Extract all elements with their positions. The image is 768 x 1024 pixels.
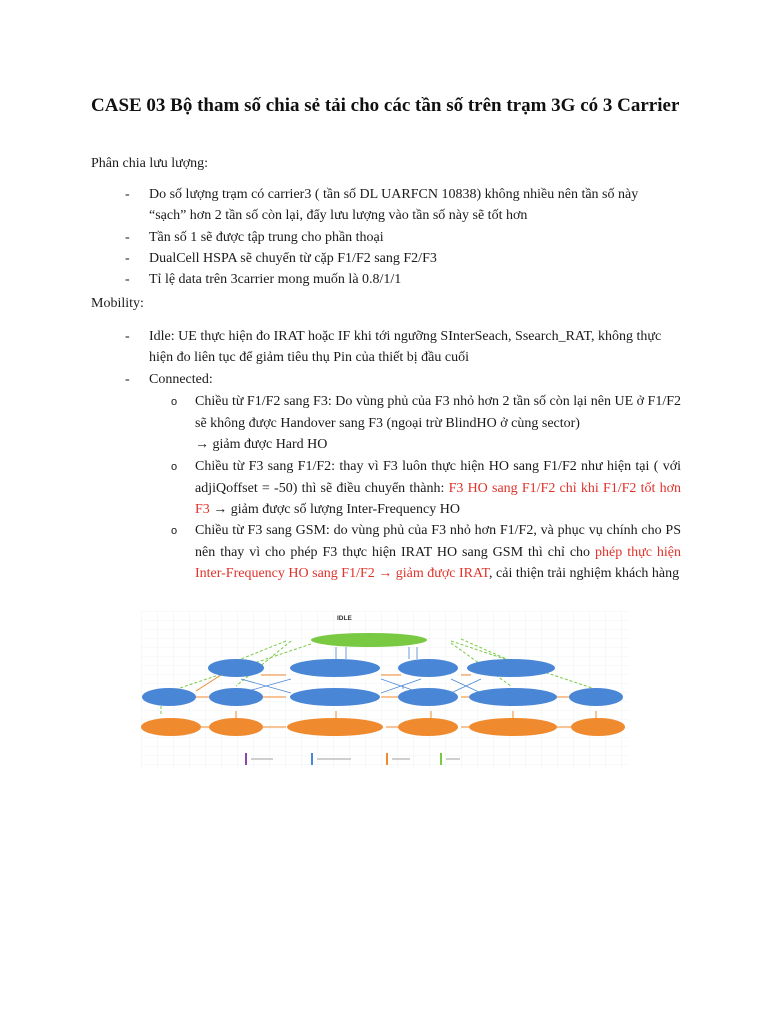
traffic-item-text: Tần số 1 sẽ được tập trung cho phần thoại [149,230,384,245]
bullet-o: o [171,461,178,473]
wcdma-node [208,659,264,677]
mobility-connected-text: Connected: [149,372,213,387]
gsm-node [571,718,625,736]
wcdma-node [142,688,196,706]
legend-text-placeholder [446,758,460,760]
bullet-dash: - [125,251,130,266]
mobility-idle-text: Idle: UE thực hiện đo IRAT hoặc IF khi tới ngưỡng SInterSeach, Ssearch_RAT, không thực hiện đo liên tục để giảm tiêu thụ Pin của thiết bị đầu cuối [149,329,662,365]
wcdma-node [469,688,557,706]
wcdma-node [467,659,555,677]
mobility-heading: Mobility: [91,296,144,311]
arrow-icon: → [378,566,393,581]
gsm-node [209,718,263,736]
idle-node [311,633,427,647]
arrow-icon: → [195,437,209,452]
sub3-tail: , cải thiện trải nghiệm khách hàng [489,566,680,581]
gsm-node [287,718,383,736]
bullet-dash: - [125,230,130,245]
bullet-dash: - [125,372,130,387]
traffic-item-text: DualCell HSPA sẽ chuyển từ cặp F1/F2 sang F2/F3 [149,251,437,266]
legend-swatch-purple [245,753,247,765]
bullet-o: o [171,525,178,537]
bullet-dash: - [125,272,130,287]
legend-swatch-green [440,753,442,765]
legend-swatch-blue [311,753,313,765]
idle-mobility-diagram [141,611,629,769]
diagram-label: IDLE [337,615,352,622]
sub1-text: Chiều từ F1/F2 sang F3: Do vùng phủ của F3 nhỏ hơn 2 tần số còn lại nên UE ở F1/F2 sẽ không được Handover sang F3 (ngoại trừ BlindHO ở cùng sector) [195,394,681,431]
bullet-dash: - [125,329,130,344]
wcdma-node [569,688,623,706]
sub2-highlight: F3 HO sang F1/F2 chỉ khi F1/F2 tốt hơn F3 [195,480,681,517]
wcdma-node [398,688,458,706]
legend-swatch-orange [386,753,388,765]
traffic-item-text: Tỉ lệ data trên 3carrier mong muốn là 0.8/1/1 [149,272,402,287]
gsm-node [141,718,201,736]
bullet-o: o [171,396,178,408]
legend-text-placeholder [317,758,351,760]
arrow-icon: → [213,502,228,517]
gsm-node [398,718,458,736]
wcdma-node [209,688,263,706]
sub3-highlight: phép thực hiện Inter-Frequency HO sang F1/F2 [195,544,682,581]
legend-text-placeholder [392,758,410,760]
wcdma-node [290,688,380,706]
sub2-result: giảm được số lượng Inter-Frequency HO [230,502,460,517]
wcdma-node [290,659,380,677]
sub3-highlight-result: giảm được IRAT [395,566,490,581]
bullet-dash: - [125,187,130,202]
traffic-heading: Phân chia lưu lượng: [91,156,209,171]
legend-text-placeholder [251,758,273,760]
sub1-result: giảm được Hard HO [212,437,328,452]
page-title: CASE 03 Bộ tham số chia sẻ tải cho các tần số trên trạm 3G có 3 Carrier [91,95,680,116]
wcdma-node [398,659,458,677]
sub3-text: Chiều từ F3 sang GSM: do vùng phủ của F3 nhỏ hơn F1/F2, và phục vụ chính cho PS nên thay vì cho phép F3 thực hiện IRAT HO sang GSM thì chỉ cho [195,523,681,560]
gsm-node [469,718,557,736]
sub2-text: Chiều từ F3 sang F1/F2: thay vì F3 luôn thực hiện HO sang F1/F2 như hiện tại ( với adjiQoffset = -50) thì sẽ điều chuyển thành: [195,459,681,496]
traffic-item-text: Do số lượng trạm có carrier3 ( tần số DL UARFCN 10838) không nhiều nên tần số này “sạch” hơn 2 tần số còn lại, đẩy lưu lượng vào tần số này sẽ tốt hơn [149,187,639,223]
